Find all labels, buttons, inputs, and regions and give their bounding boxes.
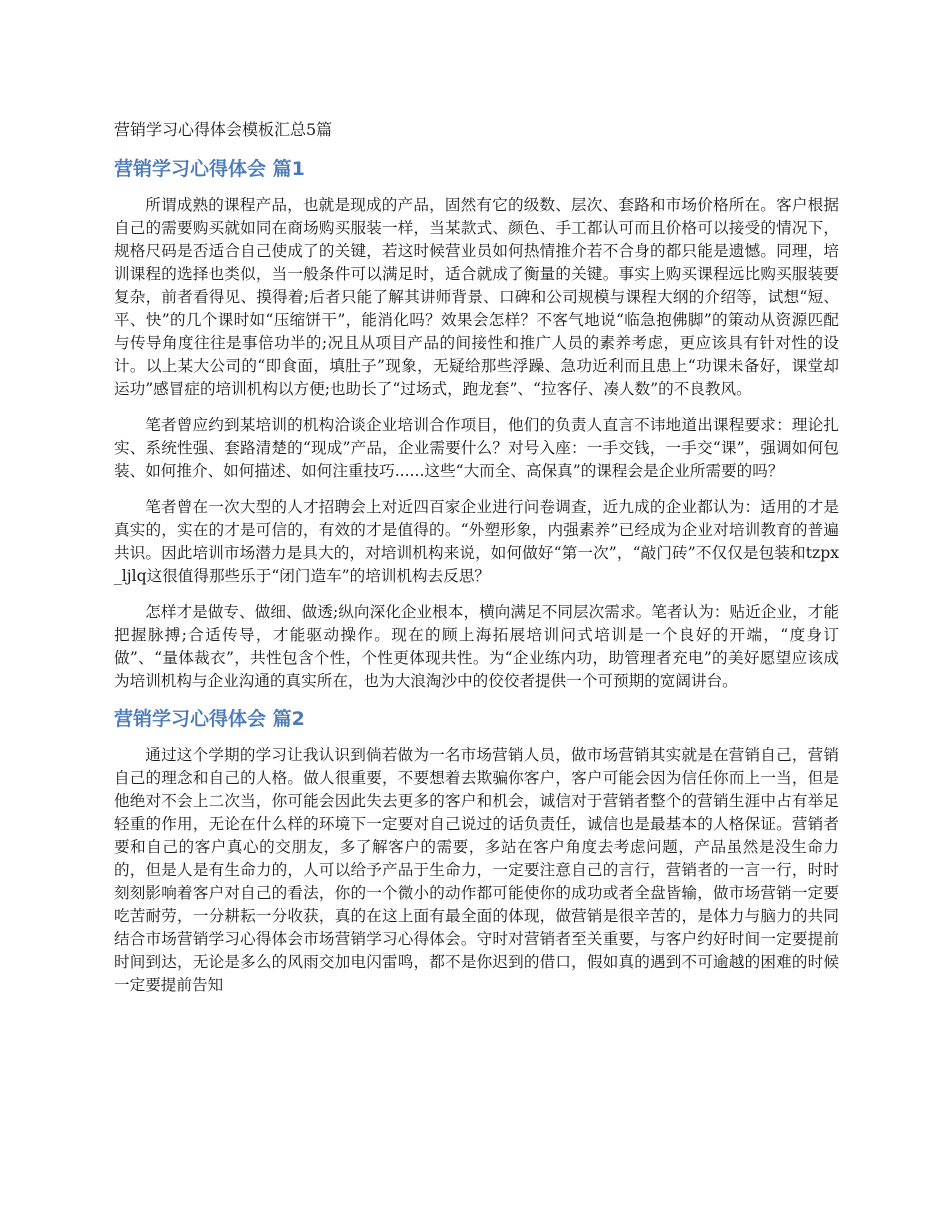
paragraph: 怎样才是做专、做细、做透;纵向深化企业根本，横向满足不同层次需求。笔者认为：贴近企业，才能把握脉搏;合适传导，才能驱动操作。现在的顾上海拓展培训问式培训是一个良好的开端，“度身订做”、“量体裁衣”，共性包含个性，个性更体现共性。为“企业练内功，助管理者充电”的美好愿望应该成为培训机构与企业沟通的真实所在，也为大浪淘沙中的佼佼者提供一个可预期的宽阔讲台。 <box>114 603 839 690</box>
section-1 <box>114 156 839 693</box>
paragraph: 通过这个学期的学习让我认识到倘若做为一名市场营销人员，做市场营销其实就是在营销自己，营销自己的理念和自己的人格。做人很重要，不要想着去欺骗你客户，客户可能会因为信任你而上一当，但是他绝对不会上二次当，你可能会因此失去更多的客户和机会，诚信对于营销者整个的营销生涯中占有举足轻重的作用，无论在什么样的环境下一定要对自己说过的话负责任，诚信也是最基本的人格保证。营销者要和自己的客户真心的交朋友，多了解客户的需要，多站在客户角度去考虑问题，产品虽然是没生命力的，但是人是有生命力的，人可以给予产品于生命力，一定要注意自己的言行，营销者的一言一行，时时刻刻影响着客户对自己的看法，你的一个微小的动作都可能使你的成功或者全盘皆输，做市场营销一定要吃苦耐劳，一分耕耘一分收获，真的在这上面有最全面的体现，做营销是很辛苦的，是体力与脑力的共同结合市场营销学习心得体会市场营销学习心得体会。守时对营销者至关重要，与客户约好时间一定要提前时间到达，无论是多么的风雨交加电闪雷鸣，都不是你迟到的借口，假如真的遇到不可逾越的困难的时候一定要提前告知 <box>114 746 839 994</box>
document-title: 营销学习心得体会模板汇总5篇 <box>114 120 333 139</box>
section-2 <box>114 706 839 997</box>
paragraph: 笔者曾应约到某培训的机构洽谈企业培训合作项目，他们的负责人直言不讳地道出课程要求：理论扎实、系统性强、套路清楚的“现成”产品，企业需要什么？对号入座：一手交钱，一手交“课”，强调如何包装、如何推介、如何描述、如何注重技巧......这些“大而全、高保真”的课程会是企业所需要的吗？ <box>114 416 839 480</box>
section-heading: 营销学习心得体会 篇2 <box>114 708 305 730</box>
paragraph: 笔者曾在一次大型的人才招聘会上对近四百家企业进行问卷调查，近九成的企业都认为：适用的才是真实的，实在的才是可信的，有效的才是值得的。“外塑形象，内强素养”已经成为企业对培训教育的普遍共识。因此培训市场潜力是具大的，对培训机构来说，如何做好“第一次”，“敲门砖”不仅仅是包装和tzpx_ljlq这很值得那些乐于“闭门造车”的培训机构去反思？ <box>114 498 839 585</box>
document-page <box>114 118 839 1010</box>
paragraph: 所谓成熟的课程产品，也就是现成的产品，固然有它的级数、层次、套路和市场价格所在。客户根据自己的需要购买就如同在商场购买服装一样，当某款式、颜色、手工都认可而且价格可以接受的情况下，规格尺码是否适合自己使成了的关键，若这时候营业员如何热情推介若不合身的都只能是遗憾。同理，培训课程的选择也类似，当一般条件可以满足时，适合就成了衡量的关键。事实上购买课程远比购买服装要复杂，前者看得见、摸得着;后者只能了解其讲师背景、口碑和公司规模与课程大纲的介绍等，试想“短、平、快”的几个课时如“压缩饼干”，能消化吗？效果会怎样？不客气地说“临急抱佛脚”的策动从资源匹配与传导角度往往是事倍功半的;况且从项目产品的间接性和推广人员的素养考虑，更应该具有针对性的设计。以上某大公司的“即食面，填肚子”现象，无疑给那些浮躁、急功近利而且患上“功课未备好，课堂却运功”感冒症的培训机构以方便;也助长了“过场式，跑龙套”、“拉客仔、凑人数”的不良教风。 <box>114 196 839 398</box>
section-heading: 营销学习心得体会 篇1 <box>114 158 305 180</box>
